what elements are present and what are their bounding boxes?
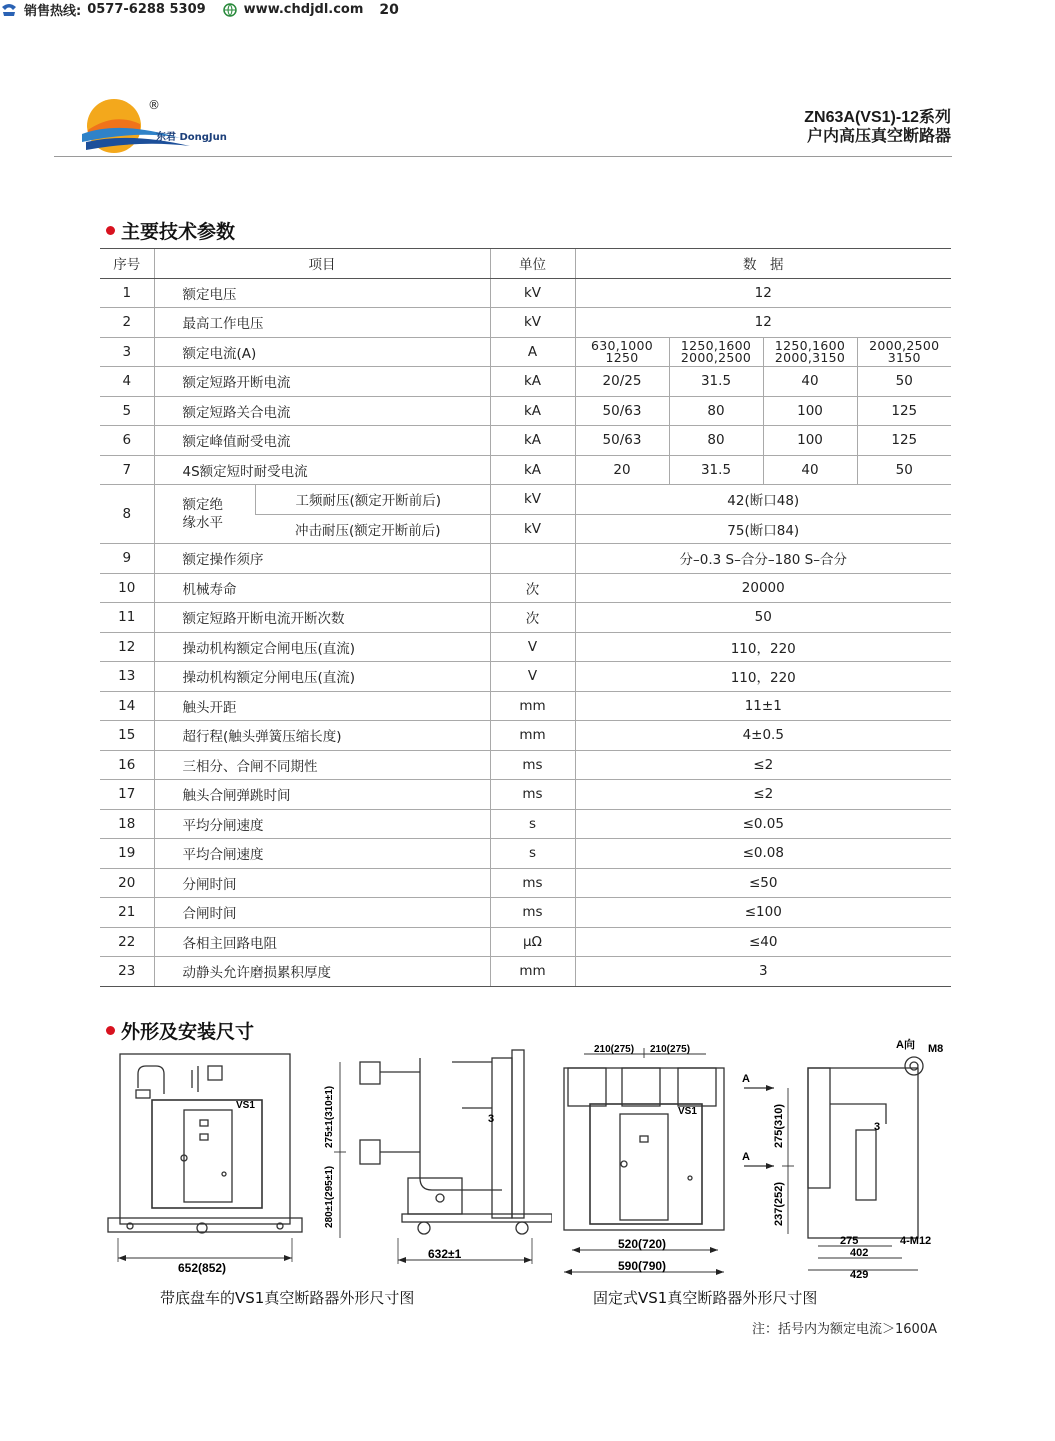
- row-value: 20: [575, 455, 669, 485]
- row-no: 1: [100, 278, 154, 308]
- row-unit: s: [490, 839, 575, 869]
- table-header-row: [100, 249, 951, 279]
- row-value: 110，220: [575, 632, 951, 662]
- label-part-3-fixed: 3: [874, 1121, 881, 1133]
- row-sub-item: 冲击耐压(额定开断前后): [255, 514, 490, 544]
- row-no: 16: [100, 750, 154, 780]
- row-value: 1250,1600 2000,3150: [763, 337, 857, 367]
- row-item: 额定电流(A): [154, 337, 490, 367]
- row-no: 20: [100, 868, 154, 898]
- dim-210-b: 210(275): [650, 1044, 691, 1055]
- page-footer: [0, 0, 1055, 19]
- dim-402: 402: [850, 1247, 869, 1259]
- row-unit: A: [490, 337, 575, 367]
- row-unit: ms: [490, 898, 575, 928]
- row-value: 50: [575, 603, 951, 633]
- row-unit: 次: [490, 603, 575, 633]
- table-row: [100, 957, 951, 987]
- label-part-3: 3: [488, 1113, 495, 1125]
- row-no: 23: [100, 957, 154, 987]
- dim-632: 632±1: [428, 1247, 462, 1261]
- table-row: [100, 426, 951, 456]
- drawing-truck-side-view: [312, 1048, 552, 1278]
- row-unit: mm: [490, 691, 575, 721]
- dim-275-right: 275(310): [773, 1103, 785, 1148]
- row-no: 7: [100, 455, 154, 485]
- table-row: [100, 632, 951, 662]
- table-row: [100, 662, 951, 692]
- row-unit: kV: [490, 308, 575, 338]
- row-value: 125: [857, 426, 951, 456]
- row-unit: s: [490, 809, 575, 839]
- col-header-data: 数 据: [575, 249, 951, 279]
- row-value: ≤40: [575, 927, 951, 957]
- arrow-a-top: A: [742, 1073, 750, 1085]
- row-item: 平均分闸速度: [154, 809, 490, 839]
- row-no: 8: [100, 485, 154, 544]
- bullet-icon: [106, 226, 115, 235]
- row-no: 15: [100, 721, 154, 751]
- row-unit: ms: [490, 780, 575, 810]
- row-value: 3: [575, 957, 951, 987]
- row-no: 18: [100, 809, 154, 839]
- document-title: [804, 108, 951, 146]
- row-item: 4S额定短时耐受电流: [154, 455, 490, 485]
- row-unit: kV: [490, 278, 575, 308]
- arrow-a-bottom: A: [742, 1151, 750, 1163]
- drawing-fixed-side-view: [736, 1034, 951, 1284]
- row-item: 合闸时间: [154, 898, 490, 928]
- registered-mark: ®: [148, 98, 160, 112]
- phone-icon: [0, 3, 18, 17]
- row-value: 2000,2500 3150: [857, 337, 951, 367]
- row-value: 40: [763, 367, 857, 397]
- table-row: [100, 573, 951, 603]
- row-item: 操动机构额定合闸电压(直流): [154, 632, 490, 662]
- dim-520: 520(720): [618, 1237, 667, 1251]
- row-unit: kA: [490, 426, 575, 456]
- row-value: 4±0.5: [575, 721, 951, 751]
- col-header-item: 项目: [154, 249, 490, 279]
- row-value: 1250,1600 2000,2500: [669, 337, 763, 367]
- row-value: ≤100: [575, 898, 951, 928]
- row-unit: ms: [490, 750, 575, 780]
- section-heading-text: 主要技术参数: [121, 221, 236, 243]
- row-value: 80: [669, 426, 763, 456]
- table-row: [100, 278, 951, 308]
- row-value: 12: [575, 278, 951, 308]
- row-unit: V: [490, 662, 575, 692]
- row-value: ≤50: [575, 868, 951, 898]
- row-no: 4: [100, 367, 154, 397]
- row-item: 额定短路关合电流: [154, 396, 490, 426]
- page-number: 20: [379, 1, 399, 18]
- table-row: [100, 927, 951, 957]
- row-value: 100: [763, 426, 857, 456]
- row-item: 平均合闸速度: [154, 839, 490, 869]
- row-unit: kA: [490, 455, 575, 485]
- row-item: 额定操作须序: [154, 544, 490, 574]
- row-item: 各相主回路电阻: [154, 927, 490, 957]
- row-unit: 次: [490, 573, 575, 603]
- table-row: [100, 868, 951, 898]
- row-value: 20000: [575, 573, 951, 603]
- dim-429: 429: [850, 1269, 869, 1281]
- table-row: [100, 308, 951, 338]
- hotline-label: 销售热线:: [24, 4, 82, 19]
- row-value: ≤2: [575, 750, 951, 780]
- drawing-fixed-front-view: [556, 1038, 736, 1283]
- dim-275-vertical: 275±1(310±1): [324, 1085, 335, 1148]
- row-no: 13: [100, 662, 154, 692]
- row-item: 分闸时间: [154, 868, 490, 898]
- row-item: 超行程(触头弹簧压缩长度): [154, 721, 490, 751]
- header-divider: [54, 156, 952, 157]
- row-unit: μΩ: [490, 927, 575, 957]
- row-unit: mm: [490, 957, 575, 987]
- dim-237-right: 237(252): [773, 1181, 785, 1226]
- website-link[interactable]: www.chdjdl.com: [243, 2, 364, 17]
- row-no: 14: [100, 691, 154, 721]
- table-row: [100, 780, 951, 810]
- row-no: 6: [100, 426, 154, 456]
- row-item: 额定峰值耐受电流: [154, 426, 490, 456]
- section-heading-dimensions: [106, 1017, 254, 1044]
- label-4-m12: 4-M12: [900, 1235, 932, 1247]
- row-item: 动静头允许磨损累积厚度: [154, 957, 490, 987]
- row-value: 分–0.3 S–合分–180 S–合分: [575, 544, 951, 574]
- row-value: 31.5: [669, 455, 763, 485]
- title-line-2: 户内高压真空断路器: [806, 128, 951, 145]
- row-no: 9: [100, 544, 154, 574]
- row-item: 最高工作电压: [154, 308, 490, 338]
- row-item: 机械寿命: [154, 573, 490, 603]
- title-line-1: ZN63A(VS1)-12系列: [804, 109, 951, 126]
- row-item: 额定电压: [154, 278, 490, 308]
- dim-590: 590(790): [618, 1259, 667, 1273]
- row-value: 40: [763, 455, 857, 485]
- section-heading-text: 外形及安装尺寸: [121, 1021, 255, 1043]
- table-row: [100, 691, 951, 721]
- row-unit: mm: [490, 721, 575, 751]
- row-no: 11: [100, 603, 154, 633]
- table-row: [100, 603, 951, 633]
- row-no: 2: [100, 308, 154, 338]
- row-no: 19: [100, 839, 154, 869]
- bullet-icon: [106, 1026, 115, 1035]
- row-value: ≤0.08: [575, 839, 951, 869]
- brand-name: 东君 DongJun: [156, 132, 227, 143]
- row-no: 17: [100, 780, 154, 810]
- row-value: 12: [575, 308, 951, 338]
- row-unit: [490, 544, 575, 574]
- row-no: 12: [100, 632, 154, 662]
- row-item: 额定短路开断电流: [154, 367, 490, 397]
- hotline-number: 0577-6288 5309: [87, 2, 206, 17]
- row-value: 75(断口84): [575, 514, 951, 544]
- caption-truck-drawing: 带底盘车的VS1真空断路器外形尺寸图: [160, 1289, 415, 1307]
- row-item: 触头合闸弹跳时间: [154, 780, 490, 810]
- row-group: 额定绝 缘水平: [154, 485, 255, 544]
- row-value: ≤0.05: [575, 809, 951, 839]
- table-row: [100, 839, 951, 869]
- row-value: 50: [857, 455, 951, 485]
- row-no: 3: [100, 337, 154, 367]
- label-a-direction: A向: [896, 1039, 915, 1051]
- col-header-unit: 单位: [490, 249, 575, 279]
- table-row: [100, 367, 951, 397]
- dim-652: 652(852): [178, 1261, 227, 1275]
- row-value: 11±1: [575, 691, 951, 721]
- row-value: 42(断口48): [575, 485, 951, 515]
- table-row: [100, 898, 951, 928]
- row-no: 5: [100, 396, 154, 426]
- caption-fixed-drawing: 固定式VS1真空断路器外形尺寸图: [593, 1289, 818, 1307]
- row-unit: kA: [490, 367, 575, 397]
- row-value: 50: [857, 367, 951, 397]
- row-no: 22: [100, 927, 154, 957]
- row-value: 20/25: [575, 367, 669, 397]
- row-no: 21: [100, 898, 154, 928]
- spec-table: [100, 248, 951, 987]
- row-value: 630,1000 1250: [575, 337, 669, 367]
- globe-icon: [222, 3, 238, 17]
- row-value: 50/63: [575, 396, 669, 426]
- label-vs1: VS1: [236, 1100, 255, 1111]
- row-item: 额定短路开断电流开断次数: [154, 603, 490, 633]
- row-value: 125: [857, 396, 951, 426]
- row-unit: kV: [490, 485, 575, 515]
- dim-210-a: 210(275): [594, 1044, 635, 1055]
- drawing-truck-front-view: [100, 1048, 310, 1278]
- row-value: 31.5: [669, 367, 763, 397]
- table-row: [100, 721, 951, 751]
- col-header-no: 序号: [100, 249, 154, 279]
- section-heading-specs: [106, 217, 235, 244]
- row-item: 触头开距: [154, 691, 490, 721]
- row-value: 100: [763, 396, 857, 426]
- label-vs1-fixed: VS1: [678, 1106, 697, 1117]
- row-sub-item: 工频耐压(额定开断前后): [255, 485, 490, 515]
- row-unit: kA: [490, 396, 575, 426]
- brand-logo: [80, 94, 255, 156]
- row-value: 110，220: [575, 662, 951, 692]
- table-row: [100, 455, 951, 485]
- footnote: 注：括号内为额定电流＞1600A: [752, 1322, 937, 1337]
- label-m8: M8: [928, 1043, 944, 1055]
- row-item: 三相分、合闸不同期性: [154, 750, 490, 780]
- table-row: [100, 809, 951, 839]
- dim-280-vertical: 280±1(295±1): [324, 1165, 335, 1228]
- row-value: 50/63: [575, 426, 669, 456]
- dim-275-horizontal: 275: [840, 1235, 859, 1247]
- row-value: 80: [669, 396, 763, 426]
- row-item: 操动机构额定分闸电压(直流): [154, 662, 490, 692]
- row-unit: ms: [490, 868, 575, 898]
- table-row: [100, 337, 951, 367]
- row-unit: V: [490, 632, 575, 662]
- row-value: ≤2: [575, 780, 951, 810]
- table-row: [100, 544, 951, 574]
- row-unit: kV: [490, 514, 575, 544]
- table-row: [100, 396, 951, 426]
- table-row: [100, 750, 951, 780]
- table-row: [100, 485, 951, 515]
- row-no: 10: [100, 573, 154, 603]
